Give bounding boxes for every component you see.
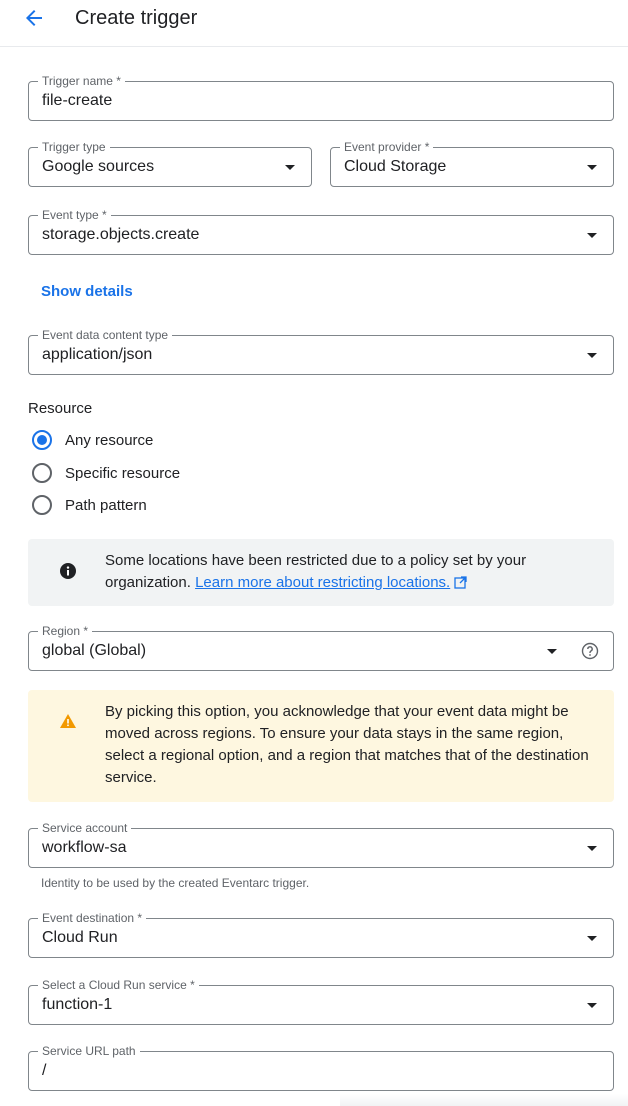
dropdown-caret-icon bbox=[587, 233, 597, 238]
event-type-select[interactable] bbox=[28, 208, 614, 255]
warning-banner-text: By picking this option, you acknowledge that your event data might be moved across regions. To ensure your data stays in the same region, select a regional option, and a region that matches that of the destination service. bbox=[105, 703, 589, 786]
content-type-select[interactable] bbox=[28, 328, 614, 375]
warning-banner bbox=[28, 690, 614, 802]
restricting-locations-link[interactable]: Learn more about restricting locations. bbox=[195, 574, 451, 591]
dropdown-caret-icon bbox=[587, 165, 597, 170]
page-header bbox=[0, 0, 628, 47]
event-destination-label: Event destination * bbox=[38, 911, 146, 925]
region-label: Region * bbox=[38, 624, 92, 638]
radio-specific-resource[interactable] bbox=[32, 462, 180, 484]
bottom-shadow bbox=[340, 1094, 628, 1106]
trigger-name-label: Trigger name * bbox=[38, 74, 125, 88]
radio-path-pattern[interactable] bbox=[32, 494, 147, 516]
event-provider-value: Cloud Storage bbox=[344, 158, 447, 175]
radio-checked-icon bbox=[32, 430, 52, 450]
cloud-run-service-select[interactable] bbox=[28, 978, 614, 1025]
radio-unchecked-icon bbox=[32, 463, 52, 483]
service-url-path-input[interactable] bbox=[28, 1044, 614, 1091]
event-type-label: Event type * bbox=[38, 208, 111, 222]
trigger-type-select[interactable] bbox=[28, 140, 312, 187]
radio-label: Specific resource bbox=[65, 464, 181, 482]
region-value: global (Global) bbox=[42, 642, 147, 659]
content-type-label: Event data content type bbox=[38, 328, 172, 342]
radio-unchecked-icon bbox=[32, 495, 52, 515]
event-provider-select[interactable] bbox=[330, 140, 614, 187]
info-icon bbox=[59, 562, 77, 580]
service-account-value: workflow-sa bbox=[42, 839, 127, 856]
service-account-label: Service account bbox=[38, 821, 131, 835]
event-type-value: storage.objects.create bbox=[42, 226, 200, 243]
cloud-run-service-value: function-1 bbox=[42, 996, 113, 1013]
event-destination-select[interactable] bbox=[28, 911, 614, 958]
event-provider-label: Event provider * bbox=[340, 140, 433, 154]
service-url-path-label: Service URL path bbox=[38, 1044, 140, 1058]
radio-label: Path pattern bbox=[65, 496, 147, 514]
event-destination-value: Cloud Run bbox=[42, 929, 118, 946]
show-details-link[interactable]: Show details bbox=[41, 283, 133, 300]
trigger-name-input[interactable] bbox=[28, 74, 614, 121]
info-banner-message: Some locations have been restricted due to a policy set by your organization. bbox=[105, 552, 527, 591]
cloud-run-service-label: Select a Cloud Run service * bbox=[38, 978, 199, 992]
warning-icon bbox=[59, 712, 77, 730]
trigger-name-value: file-create bbox=[42, 92, 113, 109]
content-type-value: application/json bbox=[42, 346, 153, 363]
dropdown-caret-icon bbox=[587, 846, 597, 851]
dropdown-caret-icon bbox=[285, 165, 295, 170]
service-account-hint: Identity to be used by the created Eventarc trigger. bbox=[41, 876, 310, 890]
arrow-left-icon[interactable] bbox=[22, 6, 46, 30]
trigger-type-value: Google sources bbox=[42, 158, 155, 175]
dropdown-caret-icon bbox=[587, 936, 597, 941]
info-banner-text bbox=[105, 550, 598, 596]
info-banner bbox=[28, 539, 614, 606]
dropdown-caret-icon bbox=[547, 649, 557, 654]
resource-label: Resource bbox=[28, 400, 93, 417]
service-url-path-value: / bbox=[42, 1062, 47, 1079]
radio-any-resource[interactable] bbox=[32, 429, 153, 451]
external-link-icon bbox=[454, 574, 467, 596]
region-select[interactable] bbox=[28, 624, 614, 671]
trigger-type-label: Trigger type bbox=[38, 140, 110, 154]
service-account-select[interactable] bbox=[28, 821, 614, 868]
radio-label: Any resource bbox=[65, 431, 154, 449]
page-title: Create trigger bbox=[75, 7, 198, 29]
help-icon[interactable] bbox=[581, 642, 599, 660]
dropdown-caret-icon bbox=[587, 1003, 597, 1008]
dropdown-caret-icon bbox=[587, 353, 597, 358]
